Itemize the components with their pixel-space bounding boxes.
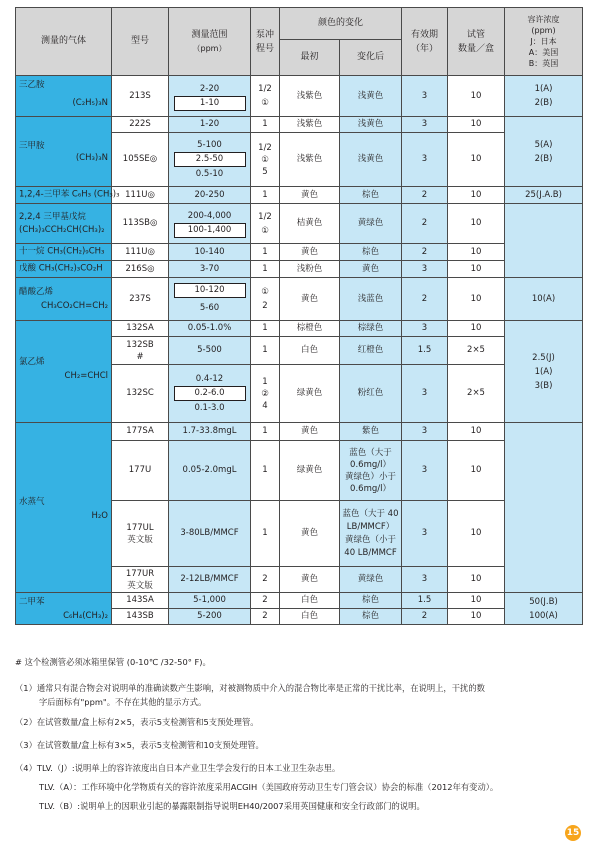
header-tubes: 试管 数量／盒 xyxy=(448,8,505,76)
after-color-cell: 蓝色（大于 0.6mg/l） 黄绿色）小于 0.6mg/l） xyxy=(340,441,402,501)
qty-cell: 10 xyxy=(448,261,505,278)
range-cell: 2-20 1-10 xyxy=(169,76,251,117)
range-cell: 10-120 5-60 xyxy=(169,278,251,321)
model-cell: 213S xyxy=(112,76,169,117)
shelf-cell: 3 xyxy=(402,423,448,441)
qty-cell: 10 xyxy=(448,593,505,609)
model-cell: 132SC xyxy=(112,365,169,423)
range-cell: 5-500 xyxy=(169,337,251,365)
limit-cell: 10(A) xyxy=(505,278,583,321)
table-row xyxy=(16,187,583,204)
model-cell: 216S◎ xyxy=(112,261,169,278)
limit-cell: 1(A) 2(B) xyxy=(505,76,583,117)
gas-name-cell: 十一烷 CH₃(CH₂)₉CH₃ xyxy=(16,244,112,261)
shelf-cell: 3 xyxy=(402,441,448,501)
shelf-cell: 3 xyxy=(402,133,448,187)
range-cell: 0.05-2.0mgL xyxy=(169,441,251,501)
initial-color-cell: 白色 xyxy=(280,593,340,609)
model-cell: 177SA xyxy=(112,423,169,441)
note-6: TLV.（B）:说明单上的因职业引起的暴露限制指导说明EH40/2007采用英国健康和安全行政部门的说明。 xyxy=(39,801,425,811)
after-color-cell: 紫色 xyxy=(340,423,402,441)
initial-color-cell: 黄色 xyxy=(280,244,340,261)
shelf-cell: 2 xyxy=(402,609,448,625)
shelf-cell: 1.5 xyxy=(402,593,448,609)
qty-cell: 10 xyxy=(448,609,505,625)
stroke-cell: ① 2 xyxy=(251,278,280,321)
header-model: 型号 xyxy=(112,8,169,76)
gas-name-cell: 1,2,4-三甲苯 C₆H₃ (CH₃)₃ xyxy=(16,187,112,204)
qty-cell: 10 xyxy=(448,278,505,321)
range-cell: 3-70 xyxy=(169,261,251,278)
shelf-cell: 2 xyxy=(402,187,448,204)
limit-cell: 50(J.B) 100(A) xyxy=(505,593,583,625)
initial-color-cell: 白色 xyxy=(280,609,340,625)
shelf-cell: 1.5 xyxy=(402,337,448,365)
note-5: TLV.（A）：工作环境中化学物质有关的容许浓度采用ACGIH（美国政府劳动卫生专门管会议）协会的标准（2012年有变动）。 xyxy=(39,782,499,792)
note-1: （1）通常只有混合物会对说明单的准确读数产生影响，对被测物质中介入的混合物比率是正常的干扰比率，在说明上，干扰的数 字后面标有"ppm"。不存在其他的显示方式。 xyxy=(15,683,485,707)
shelf-cell: 2 xyxy=(402,278,448,321)
limit-cell-empty xyxy=(505,423,583,593)
table-row xyxy=(16,204,583,244)
after-color-cell: 棕色 xyxy=(340,244,402,261)
after-color-cell: 粉红色 xyxy=(340,365,402,423)
stroke-cell: 1 xyxy=(251,501,280,567)
qty-cell: 10 xyxy=(448,321,505,337)
range-cell: 5-200 xyxy=(169,609,251,625)
stroke-cell: 1/2 ① 5 xyxy=(251,133,280,187)
range-cell: 1-20 xyxy=(169,117,251,133)
qty-cell: 10 xyxy=(448,187,505,204)
limit-cell: 5(A) 2(B) xyxy=(505,117,583,187)
model-cell: 132SB # xyxy=(112,337,169,365)
model-cell: 222S xyxy=(112,117,169,133)
shelf-cell: 2 xyxy=(402,204,448,244)
stroke-cell: 1 xyxy=(251,187,280,204)
shelf-cell: 3 xyxy=(402,76,448,117)
table-row xyxy=(16,244,583,261)
page-number: 15 xyxy=(565,825,581,841)
after-color-cell: 棕色 xyxy=(340,187,402,204)
after-color-cell: 黄色 xyxy=(340,261,402,278)
initial-color-cell: 浅紫色 xyxy=(280,117,340,133)
table-row xyxy=(16,117,583,133)
qty-cell: 10 xyxy=(448,501,505,567)
initial-color-cell: 棕橙色 xyxy=(280,321,340,337)
stroke-cell: 1 ② 4 xyxy=(251,365,280,423)
after-color-cell: 黄绿色 xyxy=(340,567,402,593)
header-range: 测量范围 （ppm） xyxy=(169,8,251,76)
initial-color-cell: 黄色 xyxy=(280,567,340,593)
range-cell: 5-100 2.5-50 0.5-10 xyxy=(169,133,251,187)
table-row xyxy=(16,593,583,609)
model-cell: 177UR 英文版 xyxy=(112,567,169,593)
note-2: （2）在试管数量/盒上标有2×5，表示5支检测管和5支预处理管。 xyxy=(15,717,259,727)
stroke-cell: 1/2 ① xyxy=(251,76,280,117)
qty-cell: 10 xyxy=(448,204,505,244)
shelf-cell: 3 xyxy=(402,567,448,593)
range-cell: 0.4-12 0.2-6.0 0.1-3.0 xyxy=(169,365,251,423)
model-cell: 113SB◎ xyxy=(112,204,169,244)
shelf-cell: 3 xyxy=(402,365,448,423)
header-after: 变化后 xyxy=(340,40,402,76)
stroke-cell: 2 xyxy=(251,593,280,609)
gas-name-cell: 水蒸气 H₂O xyxy=(16,423,112,593)
stroke-cell: 1 xyxy=(251,321,280,337)
after-color-cell: 蓝色（大于 40 LB/MMCF） 黄绿色（小于 40 LB/MMCF xyxy=(340,501,402,567)
model-cell: 237S xyxy=(112,278,169,321)
after-color-cell: 浅黄色 xyxy=(340,76,402,117)
gas-name-cell: 二甲苯 C₆H₄(CH₃)₂ xyxy=(16,593,112,625)
after-color-cell: 黄绿色 xyxy=(340,204,402,244)
range-cell: 2-12LB/MMCF xyxy=(169,567,251,593)
limit-cell: 2.5(J) 1(A) 3(B) xyxy=(505,321,583,423)
header-limit: 容许浓度 (ppm) J：日本 A：美国 B：英国 xyxy=(505,8,583,76)
range-cell: 20-250 xyxy=(169,187,251,204)
after-color-cell: 棕绿色 xyxy=(340,321,402,337)
range-cell: 10-140 xyxy=(169,244,251,261)
model-cell: 177UL 英文版 xyxy=(112,501,169,567)
header-stroke: 泵冲 程号 xyxy=(251,8,280,76)
storage-note: # 这个检测管必须冰箱里保管 (0-10℃ /32-50° F)。 xyxy=(15,657,211,667)
range-cell: 200-4,000 100-1,400 xyxy=(169,204,251,244)
gas-name-cell: 醋酸乙烯 CH₃CO₂CH=CH₂ xyxy=(16,278,112,321)
qty-cell: 2×5 xyxy=(448,365,505,423)
stroke-cell: 1 xyxy=(251,337,280,365)
qty-cell: 10 xyxy=(448,117,505,133)
initial-color-cell: 黄色 xyxy=(280,423,340,441)
stroke-cell: 2 xyxy=(251,567,280,593)
initial-color-cell: 浅粉色 xyxy=(280,261,340,278)
header-initial: 最初 xyxy=(280,40,340,76)
initial-color-cell: 黄色 xyxy=(280,187,340,204)
shelf-cell: 3 xyxy=(402,117,448,133)
initial-color-cell: 桔黄色 xyxy=(280,204,340,244)
qty-cell: 10 xyxy=(448,567,505,593)
stroke-cell: 1/2 ① xyxy=(251,204,280,244)
table-row xyxy=(16,278,583,321)
model-cell: 111U◎ xyxy=(112,244,169,261)
qty-cell: 10 xyxy=(448,133,505,187)
model-cell: 143SB xyxy=(112,609,169,625)
model-cell: 111U◎ xyxy=(112,187,169,204)
gas-name-cell: 2,2,4 三甲基戊烷 (CH₃)₃CCH₂CH(CH₃)₂ xyxy=(16,204,112,244)
initial-color-cell: 绿黄色 xyxy=(280,365,340,423)
table-row xyxy=(16,261,583,278)
initial-color-cell: 浅紫色 xyxy=(280,76,340,117)
after-color-cell: 浅黄色 xyxy=(340,133,402,187)
after-color-cell: 浅蓝色 xyxy=(340,278,402,321)
limit-cell: 25(J.A.B) xyxy=(505,187,583,204)
stroke-cell: 2 xyxy=(251,609,280,625)
gas-detector-table xyxy=(15,7,583,625)
qty-cell: 2×5 xyxy=(448,337,505,365)
qty-cell: 10 xyxy=(448,76,505,117)
initial-color-cell: 黄色 xyxy=(280,501,340,567)
initial-color-cell: 白色 xyxy=(280,337,340,365)
shelf-cell: 2 xyxy=(402,244,448,261)
note-3: （3）在试管数量/盒上标有3×5，表示5支检测管和10支预处理管。 xyxy=(15,740,264,750)
stroke-cell: 1 xyxy=(251,117,280,133)
model-cell: 132SA xyxy=(112,321,169,337)
initial-color-cell: 浅紫色 xyxy=(280,133,340,187)
table-row xyxy=(16,423,583,441)
model-cell: 143SA xyxy=(112,593,169,609)
stroke-cell: 1 xyxy=(251,441,280,501)
gas-name-cell: 三乙胺 (C₂H₅)₃N xyxy=(16,76,112,117)
qty-cell: 10 xyxy=(448,423,505,441)
gas-name-cell: 戊酸 CH₃(CH₂)₃CO₂H xyxy=(16,261,112,278)
after-color-cell: 棕色 xyxy=(340,593,402,609)
range-cell: 3-80LB/MMCF xyxy=(169,501,251,567)
shelf-cell: 3 xyxy=(402,261,448,278)
initial-color-cell: 黄色 xyxy=(280,278,340,321)
model-cell: 105SE◎ xyxy=(112,133,169,187)
gas-name-cell: 三甲胺 (CH₃)₃N xyxy=(16,117,112,187)
header-shelf-life: 有效期 （年） xyxy=(402,8,448,76)
initial-color-cell: 绿黄色 xyxy=(280,441,340,501)
header-color-change: 颜色的变化 xyxy=(280,8,402,40)
after-color-cell: 棕色 xyxy=(340,609,402,625)
stroke-cell: 1 xyxy=(251,261,280,278)
gas-name-cell: 氯乙烯 CH₂=CHCl xyxy=(16,321,112,423)
after-color-cell: 浅黄色 xyxy=(340,117,402,133)
table-row xyxy=(16,76,583,117)
header-gas: 测量的气体 xyxy=(16,8,112,76)
range-cell: 0.05-1.0% xyxy=(169,321,251,337)
table-row xyxy=(16,321,583,337)
stroke-cell: 1 xyxy=(251,423,280,441)
note-4: （4）TLV.（J）:说明单上的容许浓度出自日本产业卫生学会发行的日本工业卫生杂志里。 xyxy=(15,763,341,773)
qty-cell: 10 xyxy=(448,244,505,261)
shelf-cell: 3 xyxy=(402,321,448,337)
limit-cell-empty xyxy=(505,204,583,278)
stroke-cell: 1 xyxy=(251,244,280,261)
after-color-cell: 红橙色 xyxy=(340,337,402,365)
shelf-cell: 3 xyxy=(402,501,448,567)
qty-cell: 10 xyxy=(448,441,505,501)
range-cell: 1.7-33.8mgL xyxy=(169,423,251,441)
range-cell: 5-1,000 xyxy=(169,593,251,609)
model-cell: 177U xyxy=(112,441,169,501)
